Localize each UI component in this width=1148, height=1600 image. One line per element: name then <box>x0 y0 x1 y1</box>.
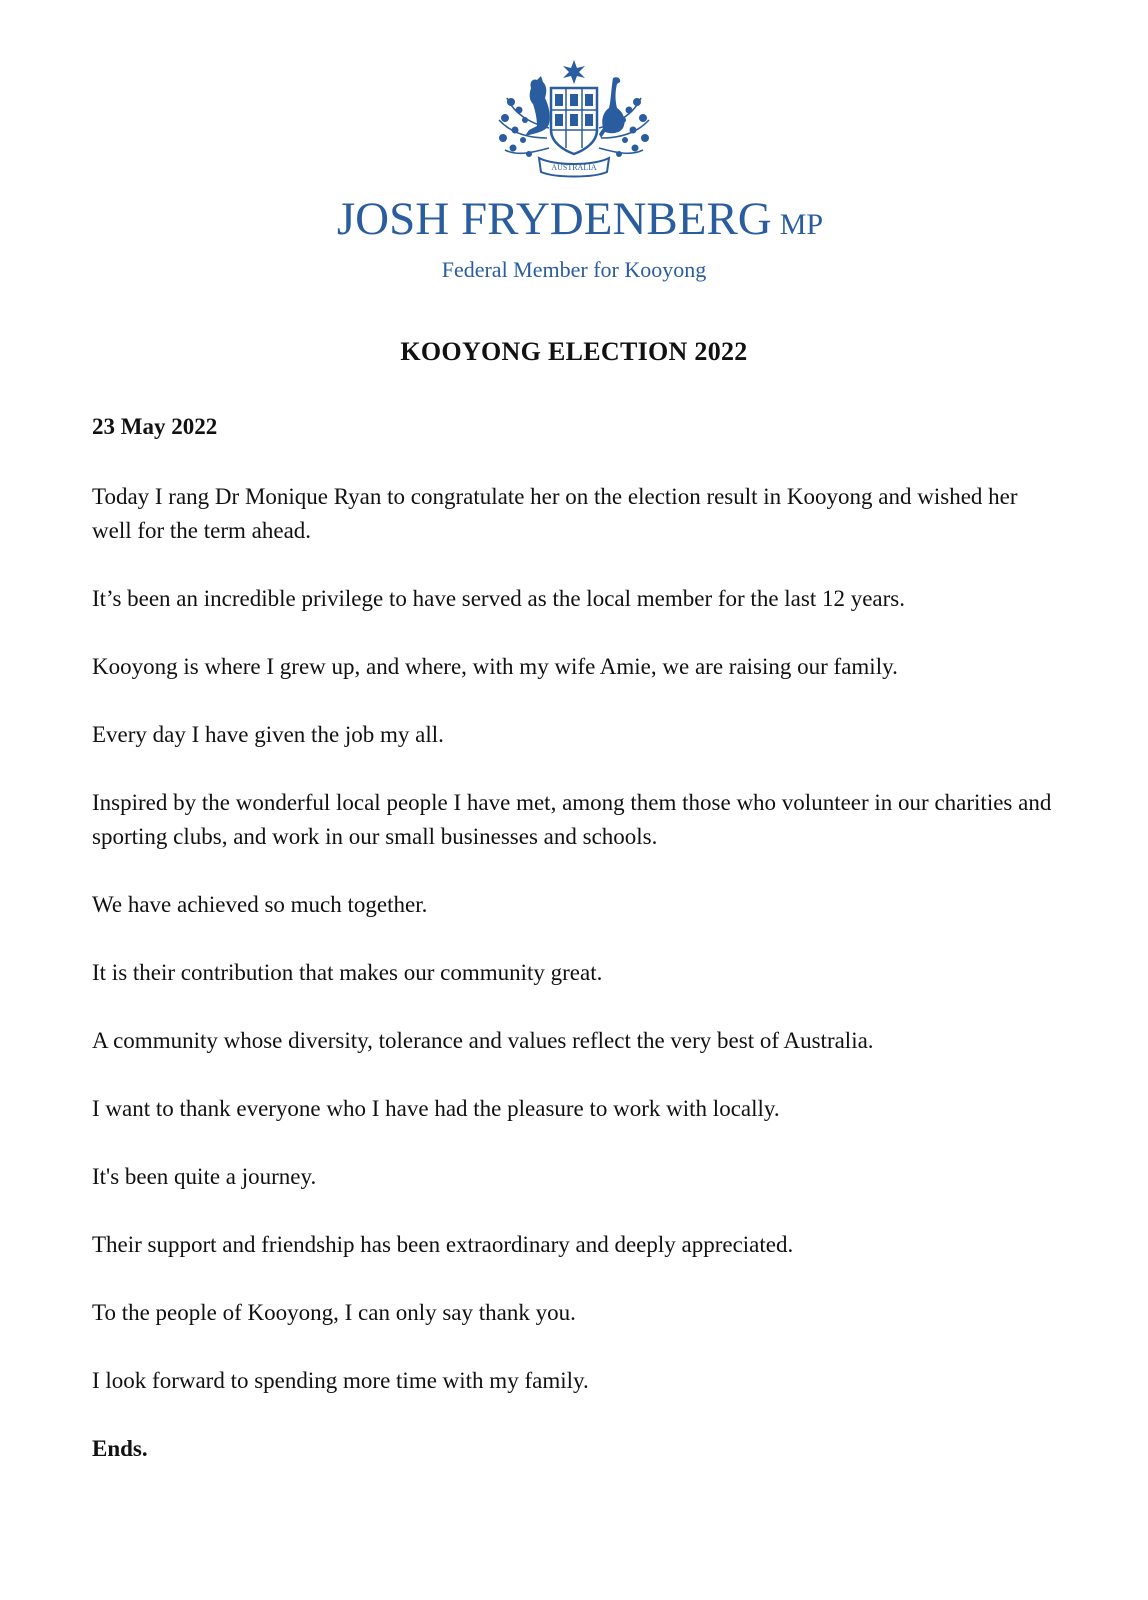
mp-role: Federal Member for Kooyong <box>441 257 707 282</box>
body-paragraph: To the people of Kooyong, I can only say thank you. <box>92 1300 576 1325</box>
body-paragraph: I look forward to spending more time with my family. <box>92 1368 589 1393</box>
closing-ends: Ends. <box>92 1436 148 1461</box>
document-date: 23 May 2022 <box>92 414 218 439</box>
document-title: KOOYONG ELECTION 2022 <box>400 337 748 366</box>
mp-name-text: JOSH FRYDENBERG <box>336 193 772 245</box>
letterhead <box>0 58 1148 283</box>
body-paragraph: Their support and friendship has been extraordinary and deeply appreciated. <box>92 1232 794 1257</box>
body-paragraph: Inspired by the wonderful local people I have met, among them those who volunteer in our charities and sporting clubs, and work in our small businesses and schools. <box>92 790 1052 849</box>
mp-suffix: MP <box>779 208 824 241</box>
australian-coat-of-arms-icon <box>489 58 659 178</box>
crest-banner-text: AUSTRALIA <box>551 163 597 172</box>
body-paragraph: I want to thank everyone who I have had the pleasure to work with locally. <box>92 1096 780 1121</box>
body-paragraph: A community whose diversity, tolerance and values reflect the very best of Australia. <box>92 1028 874 1053</box>
body-paragraph: It’s been an incredible privilege to have served as the local member for the last 12 years. <box>92 586 905 611</box>
body-paragraph: Kooyong is where I grew up, and where, with my wife Amie, we are raising our family. <box>92 654 898 679</box>
body-paragraph: Today I rang Dr Monique Ryan to congratulate her on the election result in Kooyong and wished her well for the term ahead. <box>92 484 1018 543</box>
mp-name <box>6 193 1148 245</box>
body-paragraph: Every day I have given the job my all. <box>92 722 444 747</box>
body-paragraph: It is their contribution that makes our community great. <box>92 960 603 985</box>
document-body <box>92 480 1052 1500</box>
body-paragraph: We have achieved so much together. <box>92 892 428 917</box>
body-paragraph: It's been quite a journey. <box>92 1164 317 1189</box>
